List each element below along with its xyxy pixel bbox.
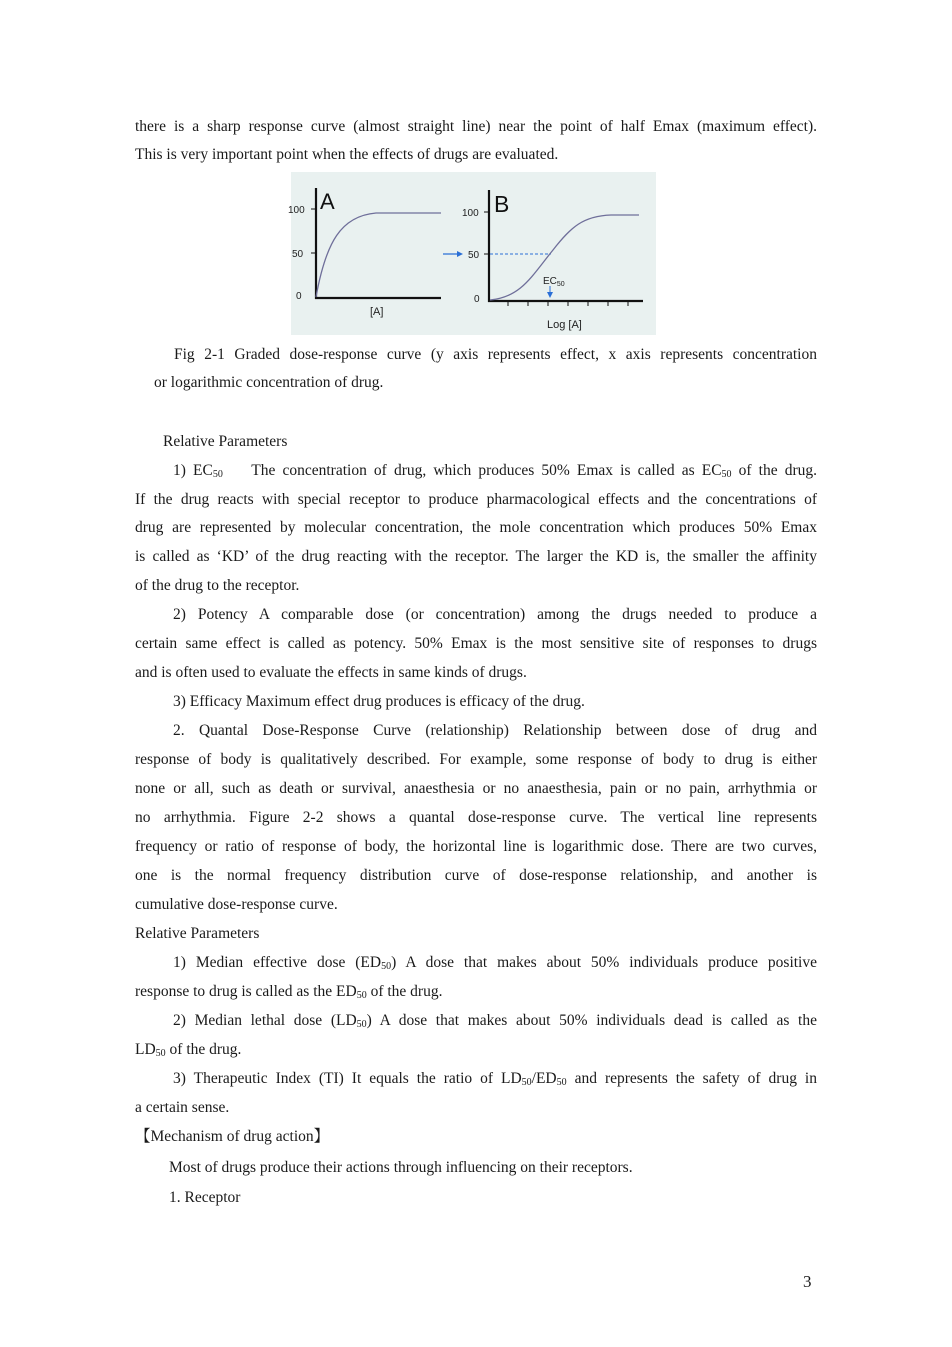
- ec50-line-5: of the drug to the receptor.: [135, 577, 300, 594]
- figure-caption-line-2: or logarithmic concentration of drug.: [154, 374, 384, 391]
- panel-a-letter: A: [320, 189, 335, 214]
- panel-b-tick-0: 0: [474, 294, 480, 305]
- quantal-line-1: 2. Quantal Dose-Response Curve (relationship) Relationship between dose of drug and: [173, 722, 817, 739]
- mechanism-body: Most of drugs produce their actions through influencing on their receptors.: [169, 1159, 633, 1176]
- panel-b-letter: B: [494, 191, 510, 217]
- ld50-line-2: $LD_{50}$ of the drug.: [135, 1041, 242, 1059]
- panel-b-tick-100: 100: [462, 208, 479, 219]
- quantal-line-5: frequency or ratio of response of body, the horizontal line is logarithmic dose. There are two curves,: [135, 838, 817, 855]
- panel-b-axes: [488, 190, 643, 302]
- figure-caption-line-1: Fig 2-1 Graded dose-response curve (y axis represents effect, x axis represents concentration: [174, 346, 817, 363]
- ec50-label: $EC_{50}$: [543, 276, 565, 288]
- quantal-line-4: no arrhythmia. Figure 2-2 shows a quantal dose-response curve. The vertical line represents: [135, 809, 817, 826]
- quantal-line-7: cumulative dose-response curve.: [135, 896, 338, 913]
- panel-a-curve: [316, 213, 441, 297]
- ti-line-2: a certain sense.: [135, 1099, 230, 1116]
- dose-response-figure: [288, 172, 656, 335]
- panel-a-tick-0: 0: [296, 291, 302, 302]
- blue-arrow-50: [443, 251, 463, 257]
- potency-line-1: 2) Potency A comparable dose (or concentration) among the drugs needed to produce a: [173, 606, 817, 623]
- quantal-line-2: response of body is qualitatively described. For example, some response of body to drug is either: [135, 751, 817, 768]
- potency-line-3: and is often used to evaluate the effects in same kinds of drugs.: [135, 664, 527, 681]
- graded-params-heading: Relative Parameters: [163, 433, 288, 450]
- mechanism-heading: 【Mechanism of drug action】: [135, 1128, 330, 1145]
- figure-svg: [288, 172, 656, 335]
- panel-b-x-label: Log [A]: [547, 319, 582, 331]
- ec50-line-2: If the drug reacts with special receptor to produce pharmacological effects and the concentrations of: [135, 491, 817, 508]
- receptor-item: 1. Receptor: [169, 1189, 241, 1206]
- ec50-line-1: 1) $EC_{50}$ The concentration of drug, which produces 50% Emax is called as $EC_{50}$ of the drug.: [173, 462, 818, 480]
- intro-line-2: This is very important point when the effects of drugs are evaluated.: [135, 146, 559, 163]
- panel-b-ticks: [484, 212, 628, 306]
- quantal-line-6: one is the normal frequency distribution curve of dose-response relationship, and another is: [135, 867, 817, 884]
- quantal-line-3: none or all, such as death or survival, anaesthesia or no anaesthesia, pain or no pain, arrhythmia or: [135, 780, 817, 797]
- panel-b-tick-50: 50: [468, 250, 480, 261]
- potency-line-2: certain same effect is called as potency. 50% Emax is the most sensitive site of responses to drugs: [135, 635, 817, 652]
- ec50-line-3: drug are represented by molecular concentration, the mole concentration which produces 50% Emax: [135, 519, 817, 536]
- ed50-line-1: 1) Median effective dose $(ED_{50})$ A dose that makes about 50% individuals produce positive: [173, 954, 817, 972]
- panel-a-x-label: [A]: [370, 306, 384, 318]
- panel-a-tick-50: 50: [292, 249, 304, 260]
- intro-line-1: there is a sharp response curve (almost straight line) near the point of half Emax (maximum effect).: [135, 118, 817, 135]
- ed50-line-2: response to drug is called as the $ED_{50}$ of the drug.: [135, 983, 443, 1001]
- ld50-line-1: 2) Median lethal dose $(LD_{50})$ A dose that makes about 50% individuals dead is called as the: [173, 1012, 817, 1030]
- efficacy-line: 3) Efficacy Maximum effect drug produces is efficacy of the drug.: [173, 693, 585, 710]
- page-number: 3: [803, 1272, 812, 1291]
- panel-a-tick-100: 100: [288, 205, 305, 216]
- ec50-line-4: is called as ‘KD’ of the drug reacting with the receptor. The larger the KD is, the smaller the affinity: [135, 548, 817, 565]
- ec50-down-arrow: [547, 286, 553, 298]
- quantal-params-heading: Relative Parameters: [135, 925, 260, 942]
- ti-line-1: 3) Therapeutic Index (TI) It equals the ratio of $LD_{50}/ED_{50}$ and represents the safety of drug in: [173, 1070, 817, 1088]
